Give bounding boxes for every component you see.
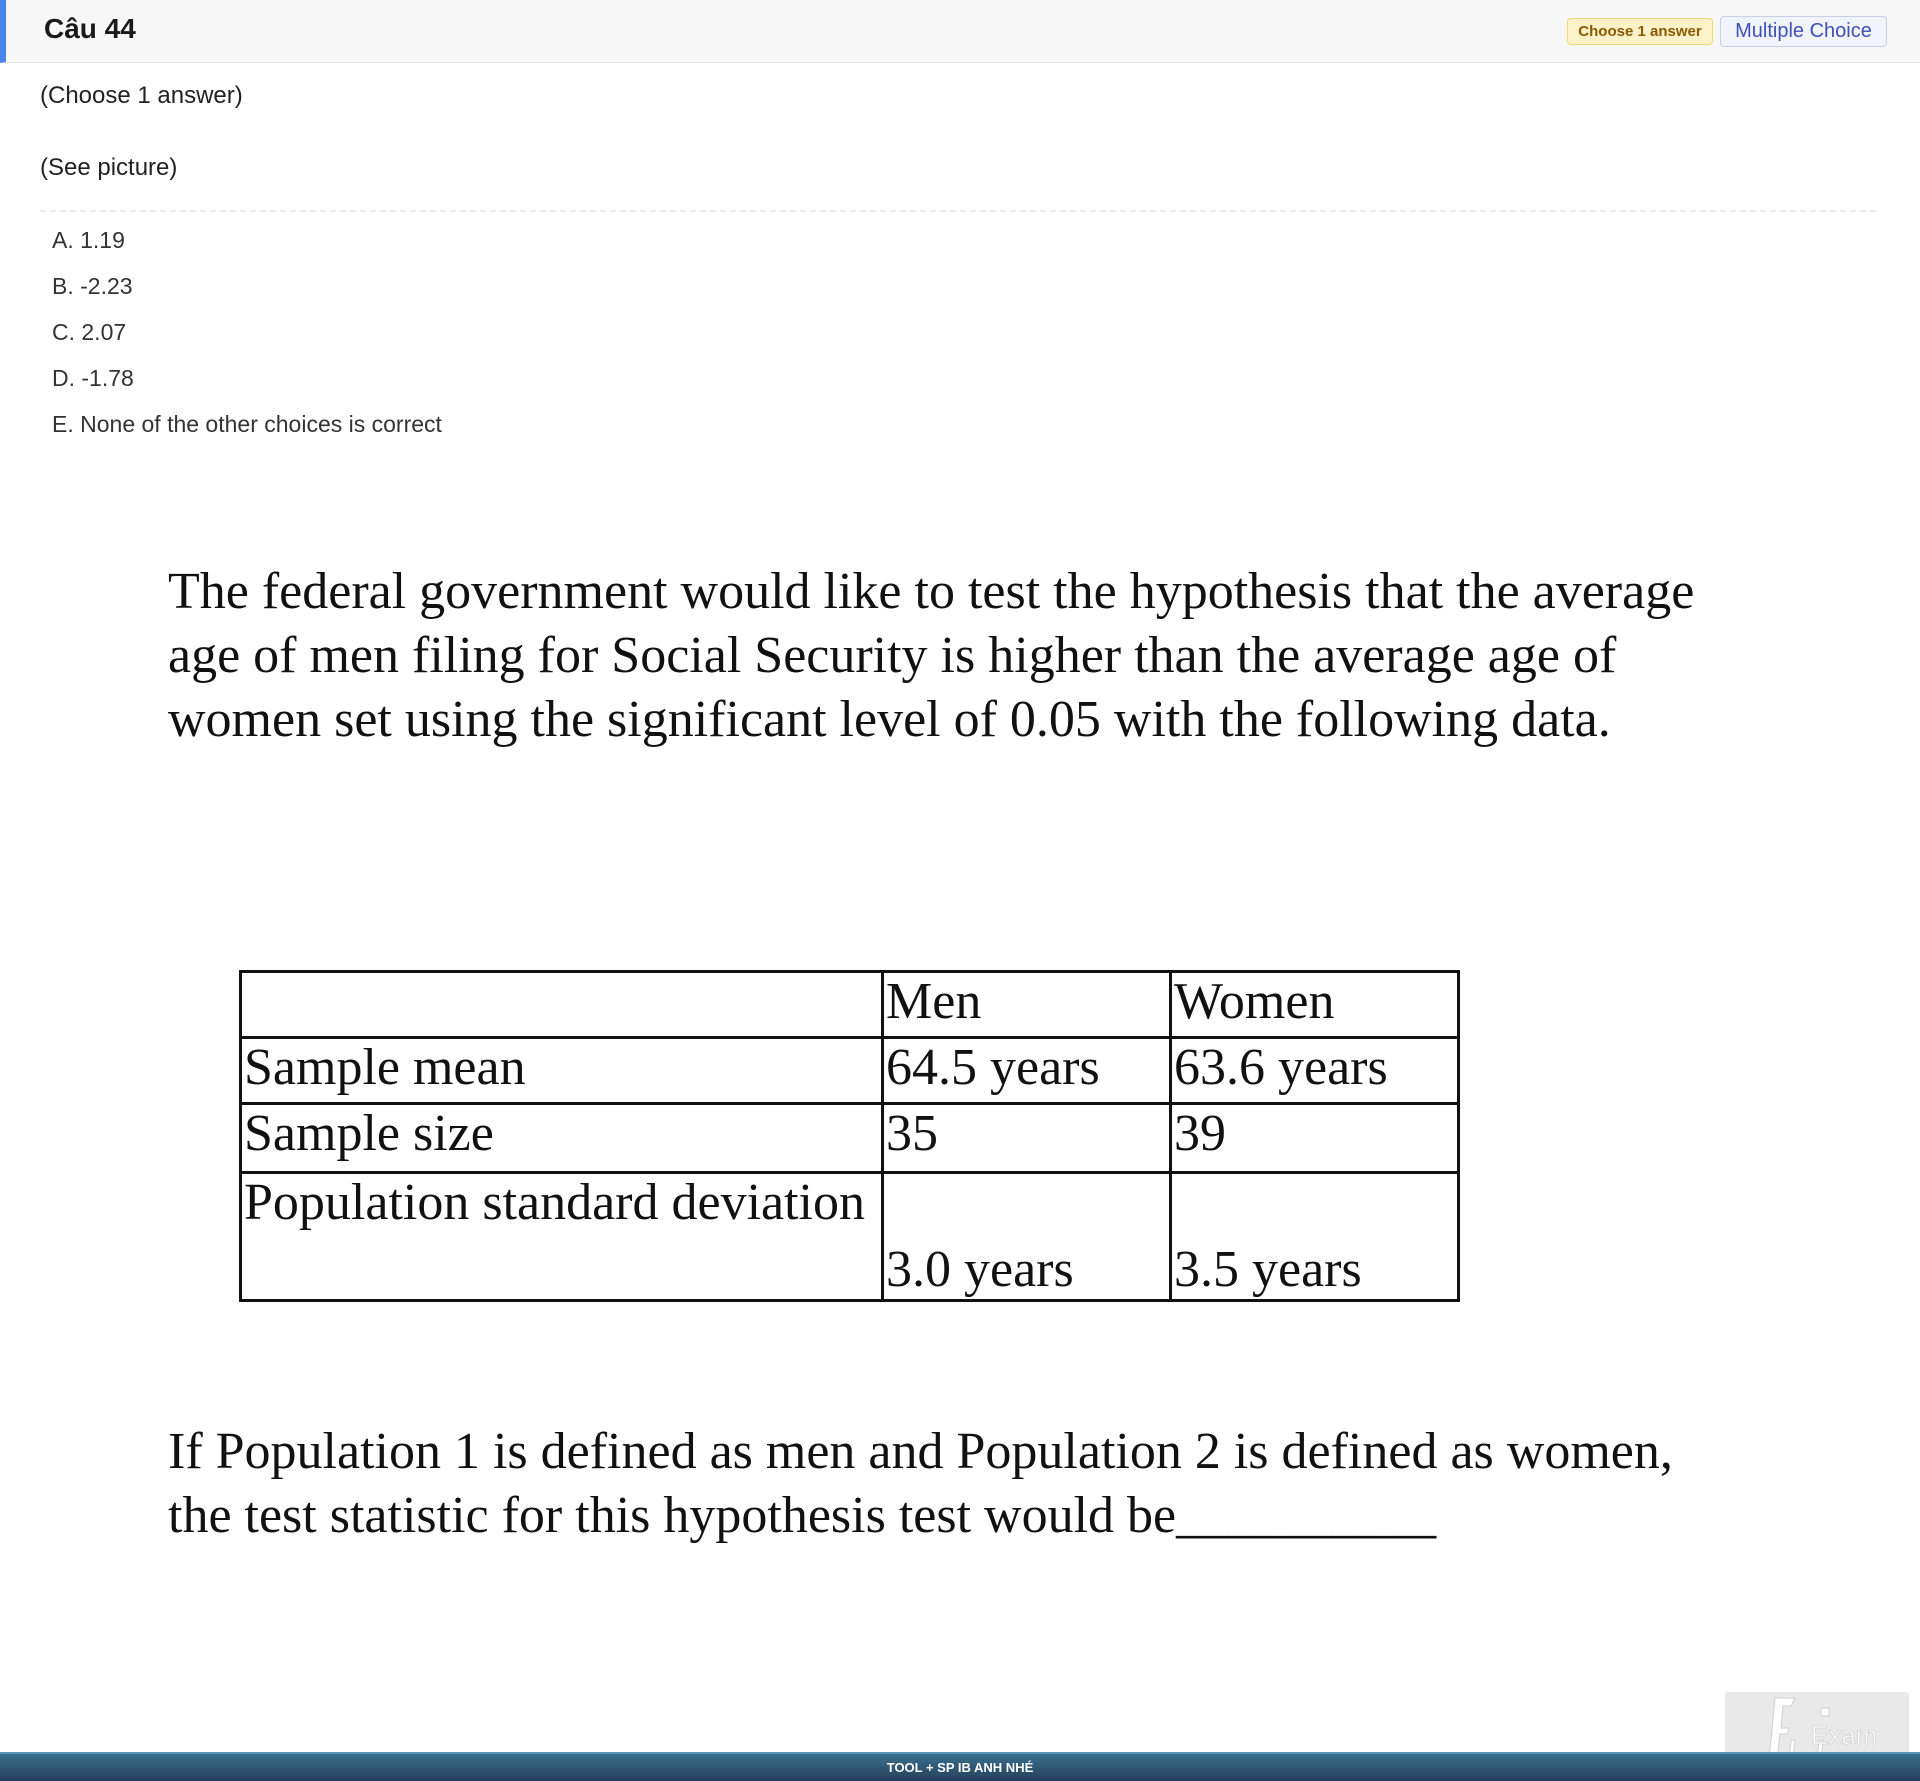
question-note: (See picture) [40, 154, 178, 181]
table-row [241, 1104, 1459, 1173]
question-title: Câu 44 [44, 13, 136, 44]
question-type-badge: Multiple Choice [1720, 16, 1887, 47]
table-header-row [241, 972, 1459, 1038]
table-row [241, 1038, 1459, 1104]
option-b[interactable]: B. -2.23 [52, 273, 133, 299]
option-c[interactable]: C. 2.07 [52, 319, 127, 345]
table-header-cell: Women [1171, 972, 1459, 1038]
picture-intro-text: The federal government would like to test the hypothesis that the average age of men filing for Social Security is higher than the average age of women set using the significant level of 0.05 with the following data. [168, 563, 1695, 748]
table-cell: 3.5 years [1171, 1173, 1459, 1301]
option-a[interactable]: A. 1.19 [52, 227, 125, 253]
table-cell: 63.6 years [1171, 1038, 1459, 1104]
question-instruction: (Choose 1 answer) [40, 82, 243, 109]
table-header-cell: Men [883, 972, 1171, 1038]
table-cell: Population standard deviation [241, 1173, 883, 1301]
table-cell: 64.5 years [883, 1038, 1171, 1104]
table-cell: 3.0 years [883, 1173, 1171, 1301]
divider [40, 210, 1876, 212]
choose-one-badge: Choose 1 answer [1567, 18, 1713, 45]
answer-options [52, 222, 442, 452]
table-cell: 39 [1171, 1104, 1459, 1173]
question-picture [150, 540, 1740, 1560]
logo-text: Exam [1811, 1720, 1878, 1750]
question-header [0, 0, 1920, 63]
option-e[interactable]: E. None of the other choices is correct [52, 411, 442, 437]
table-cell: Sample mean [241, 1038, 883, 1104]
picture-question-text: If Population 1 is defined as men and Population 2 is defined as women, the test statistic for this hypothesis test would be__________ [168, 1423, 1673, 1544]
table-row [241, 1173, 1459, 1301]
data-table [239, 970, 1460, 1302]
table-cell: 35 [883, 1104, 1171, 1173]
footer-banner: TOOL + SP IB ANH NHÉ [0, 1752, 1920, 1781]
table-header-cell [241, 972, 883, 1038]
option-d[interactable]: D. -1.78 [52, 365, 134, 391]
table-cell: Sample size [241, 1104, 883, 1173]
